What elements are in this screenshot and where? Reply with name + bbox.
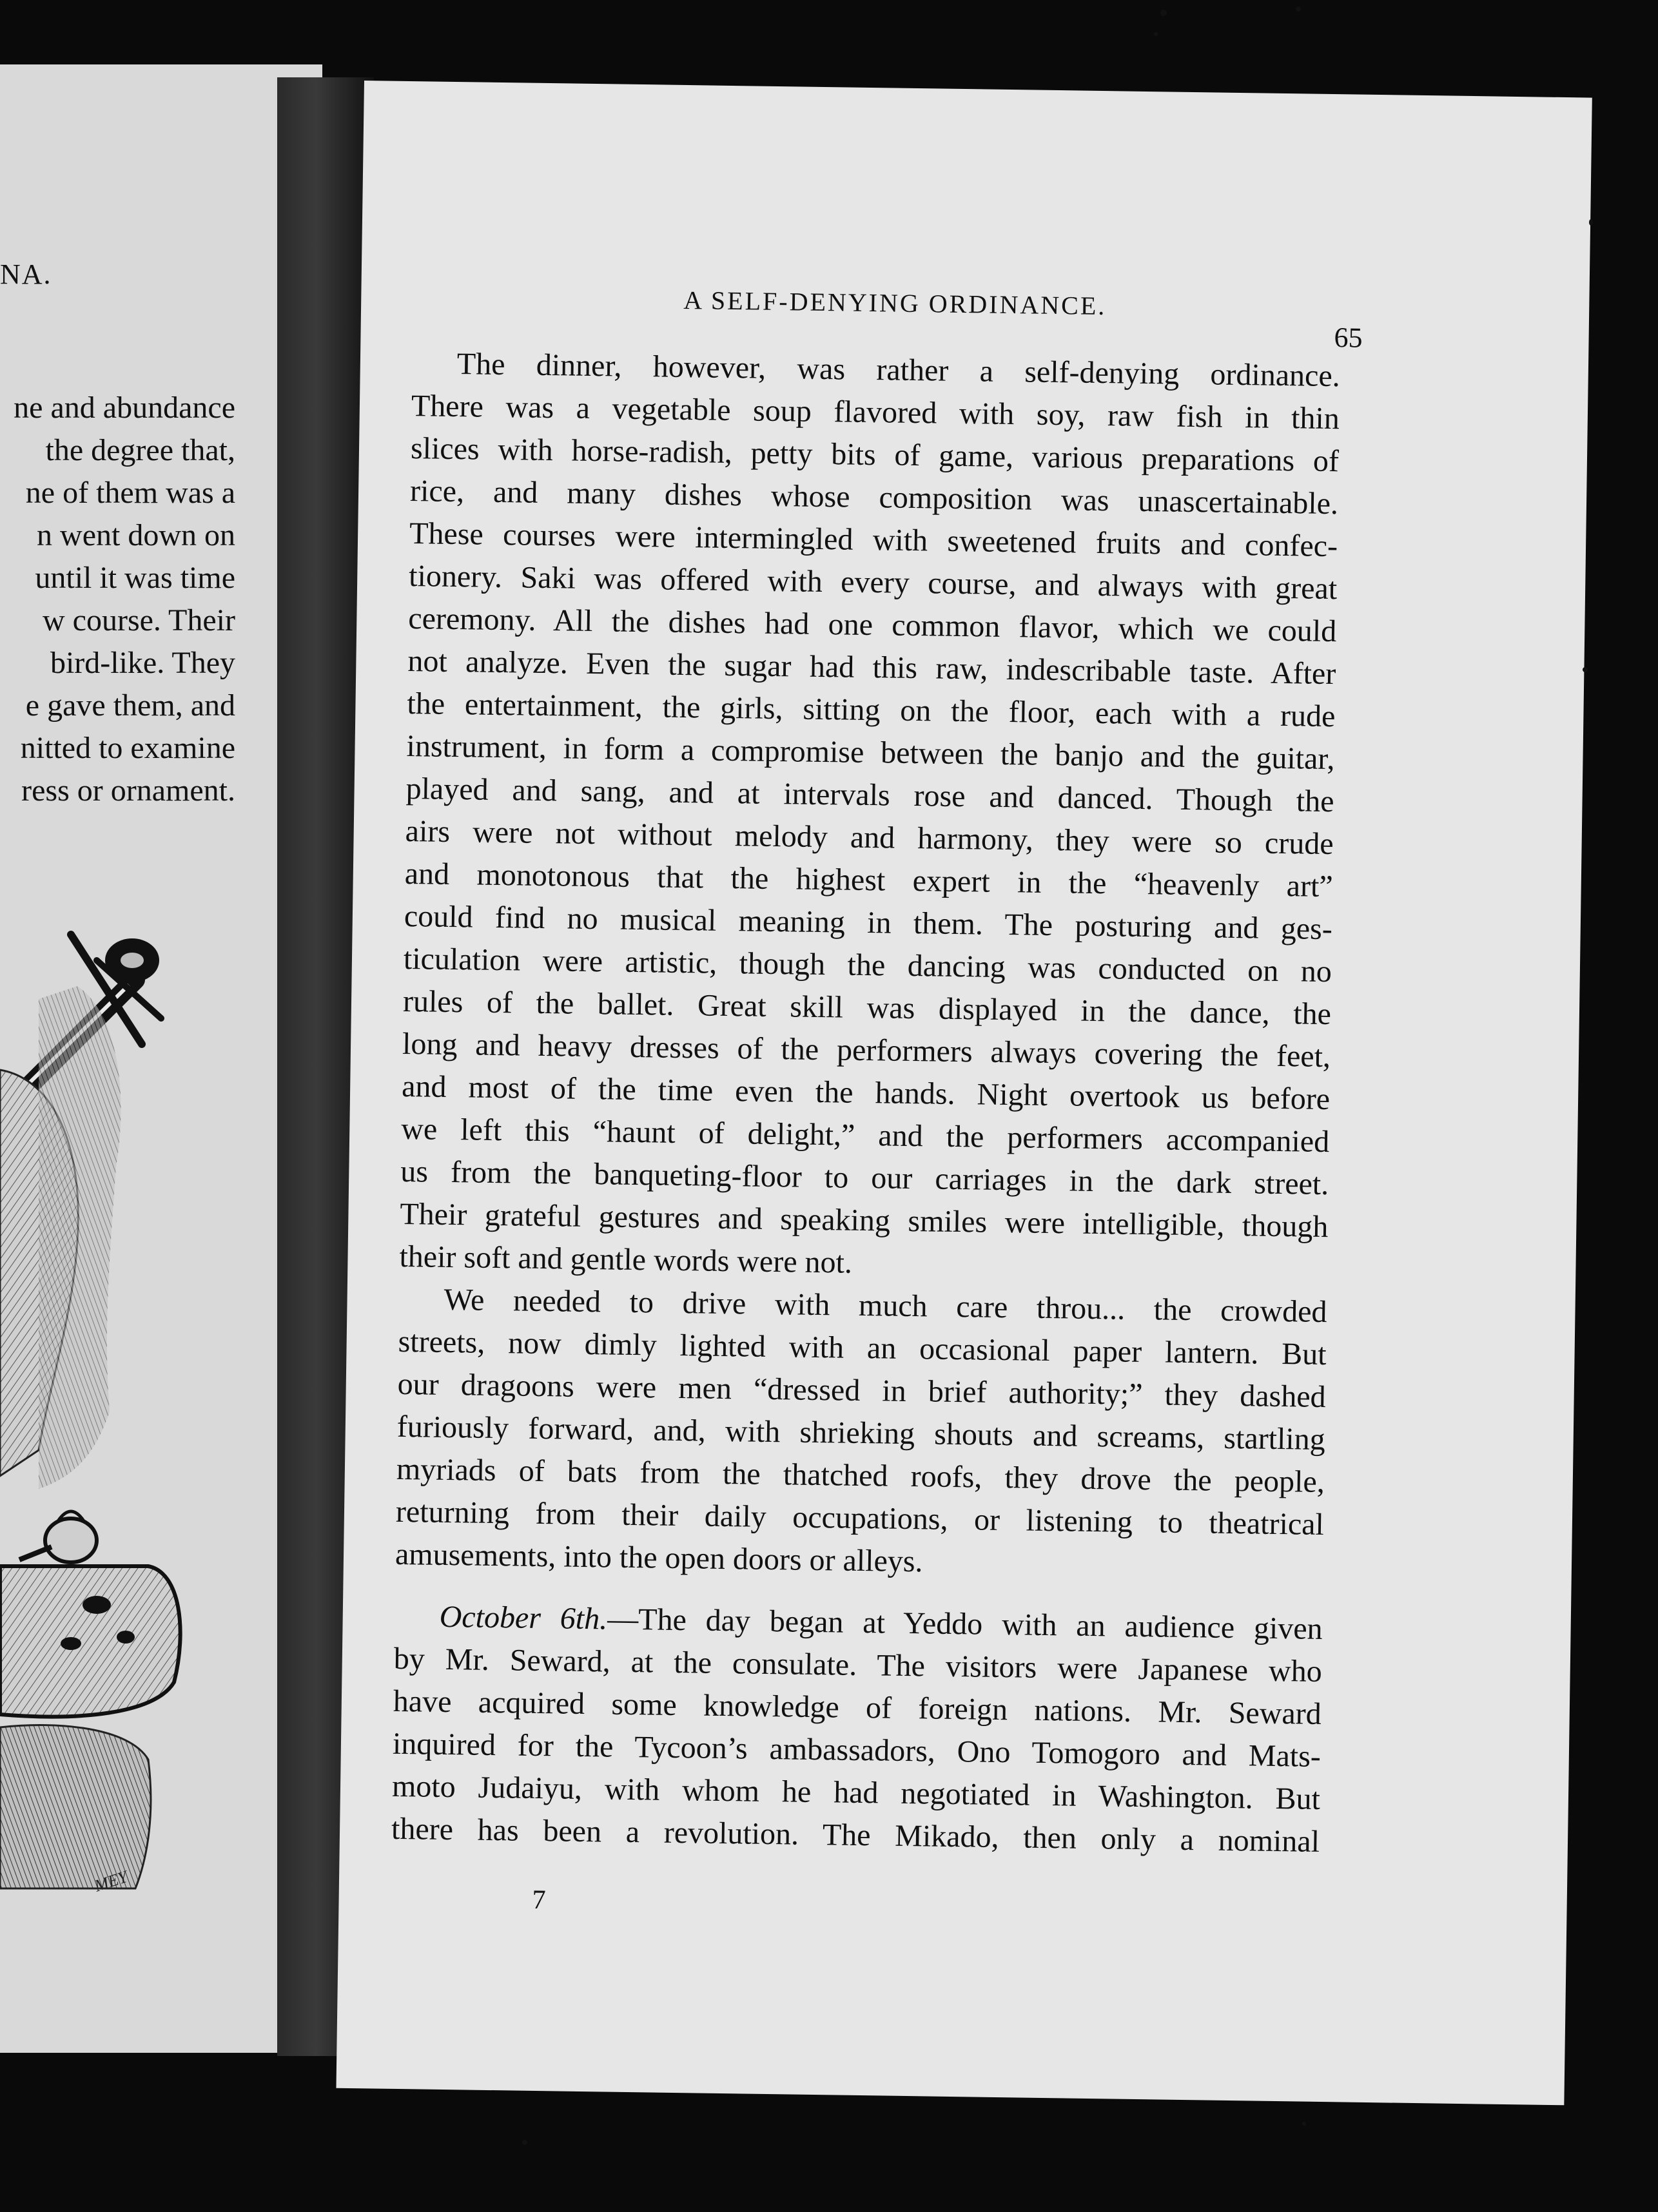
text-line: rice, and many dishes whose composition was unascertainable. [409, 474, 1339, 521]
text-line: These courses were intermingled with sweetened fruits and confec- [409, 516, 1338, 564]
text-line: ceremony. All the dishes had one common flavor, which we could [407, 601, 1337, 649]
text-line: the entertainment, the girls, sitting on the floor, each with a rude [407, 686, 1336, 734]
text-line: w course. Their [42, 603, 235, 637]
text-line: The dinner, however, was rather a self-denying ordinance. [456, 347, 1341, 394]
running-head: A SELF-DENYING ORDINANCE. [683, 285, 1107, 321]
text-line: rules of the ballet. Great skill was displayed in the dance, the [402, 984, 1332, 1032]
teapot-and-brazier [0, 1511, 180, 1716]
text-line: We needed to drive with much care throu... the crowded [444, 1282, 1327, 1330]
text-line: ne and abundance [14, 391, 235, 425]
text-line: streets, now dimly lighted with an occasional paper lantern. But [398, 1324, 1327, 1372]
text-line: us from the banqueting-floor to our carriages in the dark street. [400, 1154, 1329, 1202]
engraver-signature: MEY [92, 1867, 130, 1896]
text-line-content: —The day began at Yeddo with an audience given [607, 1602, 1323, 1646]
text-line: have acquired some knowledge of foreign nations. Mr. Seward [393, 1683, 1322, 1731]
left-page-text [0, 387, 235, 812]
text-line: our dragoons were men “dressed in brief authority;” they dashed [397, 1366, 1326, 1415]
background-foliage [39, 986, 121, 1489]
text-line: we left this “haunt of delight,” and the performers accompanied [400, 1111, 1330, 1159]
text-line: by Mr. Seward, at the consulate. The visitors were Japanese who [393, 1641, 1323, 1689]
text-line: tionery. Saki was offered with every course, and always with great [408, 559, 1338, 606]
text-line: inquired for the Tycoon’s ambassadors, Ono Tomogoro and Mats- [392, 1726, 1322, 1774]
signature-mark: 7 [532, 1885, 546, 1916]
ground-mat [0, 1725, 151, 1888]
text-line: there has been a revolution. The Mikado, then only a nominal [391, 1811, 1320, 1859]
text-line: moto Judaiyu, with whom he had negotiated in Washington. But [391, 1769, 1321, 1816]
text-line: until it was time [35, 561, 235, 595]
paragraph-drive [395, 1278, 1327, 1589]
page-number: 65 [1334, 322, 1363, 354]
text-line: myriads of bats from the thatched roofs, they drove the people, [396, 1451, 1325, 1500]
text-line: amusements, into the open doors or alleys. [395, 1537, 923, 1579]
text-line: airs were not without melody and harmony, they were so crude [405, 814, 1334, 862]
text-line: n went down on [37, 518, 235, 552]
left-page [0, 64, 322, 2053]
text-line: returning from their daily occupations, or listening to theatrical [395, 1494, 1325, 1542]
text-line: long and heavy dresses of the performers always covering the feet, [402, 1026, 1331, 1074]
left-running-head: NA. [0, 258, 52, 290]
text-line: the degree that, [45, 433, 235, 467]
text-line: ticulation were artistic, though the dancing was conducted on no [403, 941, 1332, 989]
text-line: and monotonous that the highest expert in the “heavenly art” [404, 856, 1334, 904]
text-line: Their grateful gestures and speaking smiles were intelligible, though [400, 1196, 1329, 1245]
paragraph-october-6th [391, 1595, 1323, 1863]
text-line: furiously forward, and, with shrieking shouts and screams, startling [396, 1409, 1326, 1457]
text-line: e gave them, and [25, 688, 235, 723]
page-body [391, 342, 1341, 1863]
paragraph-dinner [399, 342, 1340, 1291]
text-line: their soft and gentle words were not. [399, 1239, 853, 1280]
text-line: and most of the time even the hands. Night overtook us before [401, 1069, 1331, 1117]
text-line: nitted to examine [20, 731, 235, 765]
engraving-illustration [0, 922, 232, 1901]
text-line: could find no musical meaning in them. The posturing and ges- [404, 898, 1333, 947]
text-line: slices with horse-radish, petty bits of game, various preparations of [410, 431, 1340, 479]
text-line: There was a vegetable soup flavored with soy, raw fish in thin [411, 389, 1340, 436]
text-line: not analyze. Even the sugar had this raw, indescribable taste. After [407, 644, 1336, 692]
text-line: bird-like. They [50, 646, 235, 680]
text-line: instrument, in form a compromise between the banjo and the guitar, [406, 729, 1335, 777]
text-line: played and sang, and at intervals rose and danced. Though the [405, 771, 1334, 819]
text-line: ress or ornament. [21, 773, 235, 808]
right-page [336, 81, 1592, 2105]
text-line: ne of them was a [25, 476, 235, 510]
journal-date: October 6th. [439, 1599, 608, 1636]
